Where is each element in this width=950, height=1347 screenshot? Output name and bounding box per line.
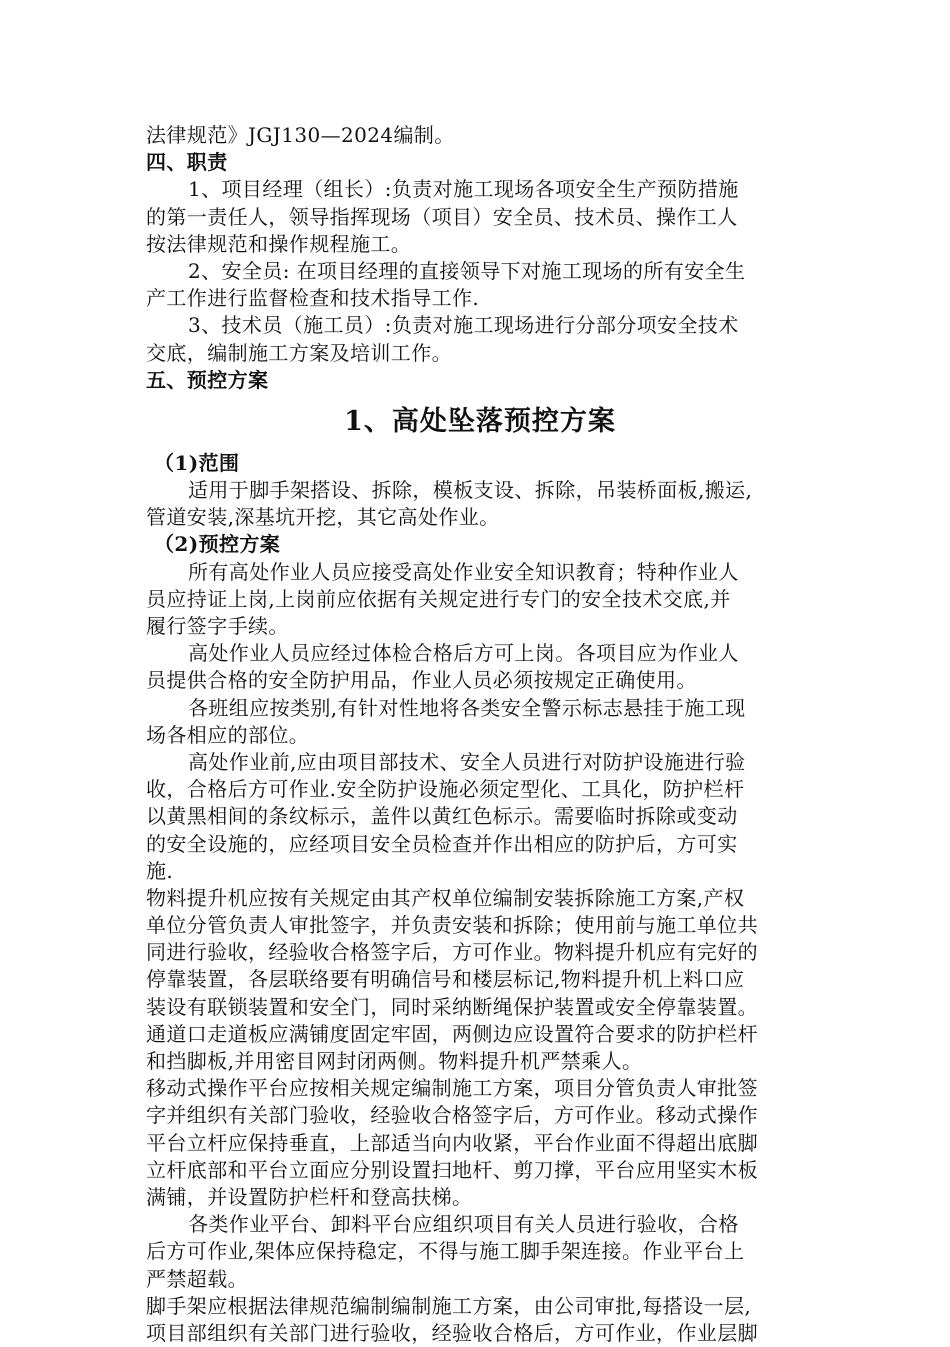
text-line: 以黄黑相间的条纹标示，盖件以黄红色标示。需要临时拆除或变动 <box>146 804 738 829</box>
text-line: 脚手架应根据法律规范编制编制施工方案，由公司审批,每搭设一层, <box>146 1293 752 1318</box>
text-line: 按法律规范和操作规程施工。 <box>146 231 412 256</box>
text-line: 高处作业前,应由项目部技术、安全人员进行对防护设施进行验 <box>188 749 746 774</box>
text-line: 各类作业平台、卸料平台应组织项目有关人员进行验收，合格 <box>188 1212 739 1237</box>
text-line: 的安全设施的，应经项目安全员检查并作出相应的防护后，方可实 <box>146 831 738 856</box>
text-line: 适用于脚手架搭设、拆除，模板支设、拆除，吊装桥面板,搬运, <box>188 478 753 503</box>
text-line: 的第一责任人，领导指挥现场（项目）安全员、技术员、操作工人 <box>146 204 738 229</box>
text-line: 和挡脚板,并用密目网封闭两侧。物料提升机严禁乘人。 <box>146 1049 643 1073</box>
document-body <box>146 122 814 1347</box>
section-heading-plan: 五、预控方案 <box>146 367 269 392</box>
text-line: 员应持证上岗,上岗前应依据有关规定进行专门的安全技术交底,并 <box>146 586 731 611</box>
text-line: 所有高处作业人员应接受高处作业安全知识教育；特种作业人 <box>188 559 739 584</box>
text-line: 高处作业人员应经过体检合格后方可上岗。各项目应为作业人 <box>188 641 739 666</box>
text-line: 严禁超载。 <box>146 1266 248 1291</box>
plan-title: 1、高处坠落预控方案 <box>344 405 616 437</box>
text-line: 立杆底部和平台立面应分别设置扫地杆、剪刀撑，平台应用坚实木板 <box>146 1157 758 1182</box>
text-line: 收，合格后方可作业.安全防护设施必须定型化、工具化，防护栏杆 <box>146 777 745 802</box>
text-line: 产工作进行监督检查和技术指导工作. <box>146 286 480 311</box>
text-line: 同进行验收，经验收合格签字后，方可作业。物料提升机应有完好的 <box>146 940 758 965</box>
text-line: 交底，编制施工方案及培训工作。 <box>146 340 452 365</box>
text-line: 项目部组织有关部门进行验收，经验收合格后，方可作业，作业层脚 <box>146 1320 758 1345</box>
subheading-scope: （1)范围 <box>154 450 240 475</box>
text-line: 管道安装,深基坑开挖，其它高处作业。 <box>146 505 500 530</box>
text-line: 法律规范》JGJ130—2024编制。 <box>146 123 455 147</box>
section-heading-duties: 四、职责 <box>146 150 228 175</box>
text-line: 1、项目经理（组长）:负责对施工现场各项安全生产预防措施 <box>188 177 739 202</box>
text-line: 场各相应的部位。 <box>146 722 310 747</box>
text-line: 物料提升机应按有关规定由其产权单位编制安装拆除施工方案,产权 <box>146 885 745 910</box>
text-line: 履行签字手续。 <box>146 614 289 638</box>
text-line: 字并组织有关部门验收，经验收合格签字后，方可作业。移动式操作 <box>146 1103 758 1128</box>
text-line: 满铺，并设置防护栏杆和登高扶梯。 <box>146 1184 473 1209</box>
text-line: 停靠装置，各层联络要有明确信号和楼层标记,物料提升机上料口应 <box>146 967 745 992</box>
text-line: 2、安全员: 在项目经理的直接领导下对施工现场的所有安全生 <box>188 258 746 283</box>
text-line: 移动式操作平台应按相关规定编制施工方案，项目分管负责人审批签 <box>146 1076 758 1101</box>
subheading-plan: （2)预控方案 <box>154 532 281 557</box>
text-line: 施. <box>146 858 174 883</box>
text-line: 平台立杆应保持垂直，上部适当向内收紧，平台作业面不得超出底脚 <box>146 1130 758 1155</box>
text-line: 员提供合格的安全防护用品，作业人员必须按规定正确使用。 <box>146 668 697 693</box>
text-line: 3、技术员（施工员）:负责对施工现场进行分部分项安全技术 <box>188 313 739 338</box>
text-line: 通道口走道板应满铺度固定牢固，两侧边应设置符合要求的防护栏杆 <box>146 1021 758 1046</box>
text-line: 各班组应按类别,有针对性地将各类安全警示标志悬挂于施工现 <box>188 695 746 720</box>
text-line: 单位分管负责人审批签字，并负责安装和拆除；使用前与施工单位共 <box>146 913 758 938</box>
text-line: 装设有联锁装置和安全门，同时采纳断绳保护装置或安全停靠装置。 <box>146 994 758 1019</box>
text-line: 后方可作业,架体应保持稳定，不得与施工脚手架连接。作业平台上 <box>146 1239 745 1264</box>
